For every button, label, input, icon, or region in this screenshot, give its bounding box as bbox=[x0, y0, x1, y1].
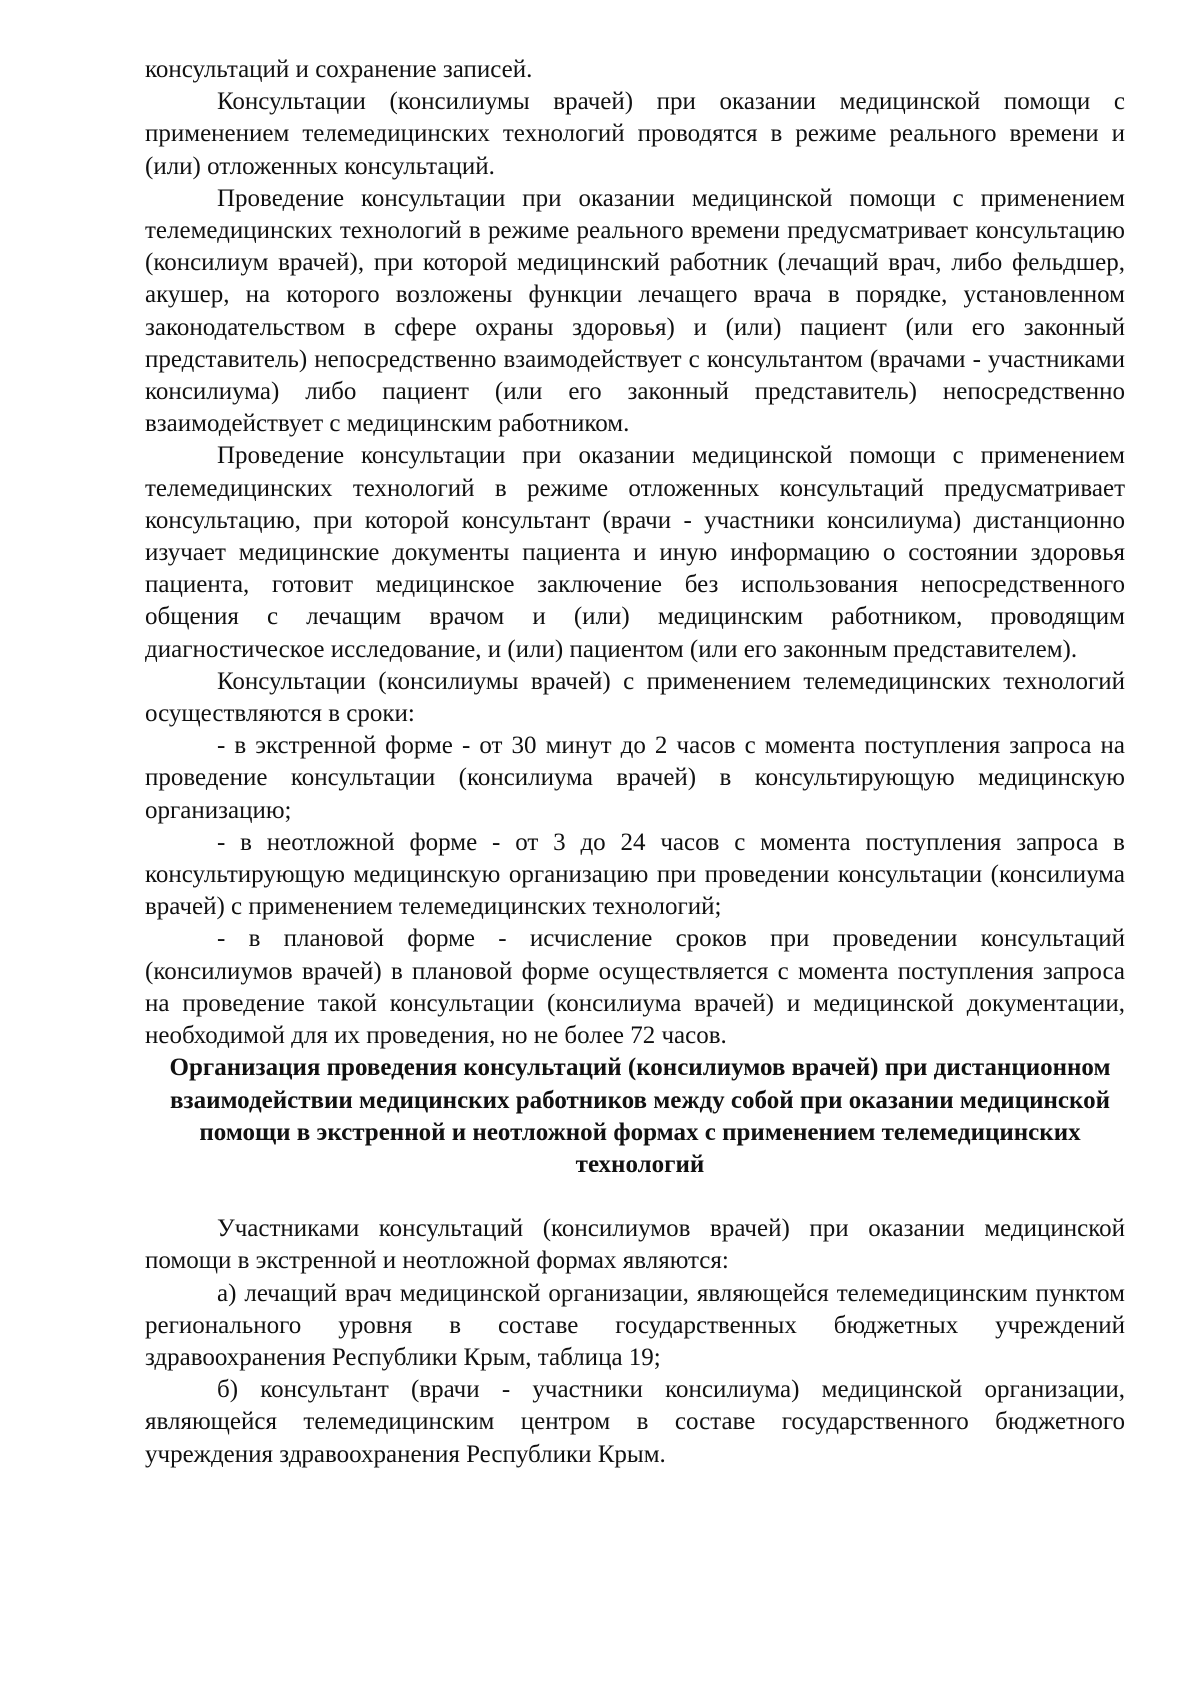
paragraph-participants: Участниками консультаций (консилиумов врачей) при оказании медицинской помощи в экстренной и неотложной формах являются: bbox=[145, 1215, 1125, 1275]
list-item-urgent: - в неотложной форме - от 3 до 24 часов с момента поступления запроса в консультирующую медицинскую организацию при проведении консультации (консилиума врачей) с применением телемедицинских технологий; bbox=[145, 828, 1125, 921]
paragraph-continuation: консультаций и сохранение записей. bbox=[145, 56, 533, 83]
document-page bbox=[145, 54, 1125, 1471]
list-item-planned: - в плановой форме - исчисление сроков при проведении консультаций (консилиумов врачей) в плановой форме осуществляется с момента поступления запроса на проведение такой консультации (консилиума врачей) и медицинской документации, необходимой для их проведения, но не более 72 часов. bbox=[145, 925, 1125, 1050]
paragraph-deferred: Проведение консультации при оказании медицинской помощи с применением телемедицинских технологий в режиме отложенных консультаций предусматривает консультацию, при которой консультант (врачи - участники консилиума) дистанционно изучает медицинские документы пациента и иную информацию о состоянии здоровья пациента, готовит медицинское заключение без использования непосредственного общения с лечащим врачом и (или) медицинским работником, проводящим диагностическое исследование, и (или) пациентом (или его законным представителем). bbox=[145, 442, 1125, 663]
paragraph-consultation-modes: Консультации (консилиумы врачей) при оказании медицинской помощи с применением телемедицинских технологий проводятся в режиме реального времени и (или) отложенных консультаций. bbox=[145, 88, 1125, 180]
paragraph-deadlines-intro: Консультации (консилиумы врачей) с применением телемедицинских технологий осуществляются в сроки: bbox=[145, 667, 1125, 728]
list-item-b: б) консультант (врачи - участники консилиума) медицинской организации, являющейся телемедицинским центром в составе государственного бюджетного учреждения здравоохранения Республики Крым. bbox=[145, 1376, 1125, 1468]
list-item-emergency: - в экстренной форме - от 30 минут до 2 часов с момента поступления запроса на проведение консультации (консилиума врачей) в консультирующую медицинскую организацию; bbox=[145, 732, 1125, 824]
list-item-a: а) лечащий врач медицинской организации, являющейся телемедицинским пунктом регионального уровня в составе государственных бюджетных учреждений здравоохранения Республики Крым, таблица 19; bbox=[145, 1279, 1125, 1371]
section-heading: Организация проведения консультаций (консилиумов врачей) при дистанционном взаимодействии медицинских работников между собой при оказании медицинской помощи в экстренной и неотложной формах с применением телемедицинских технологий bbox=[169, 1054, 1111, 1178]
spacer bbox=[145, 1181, 1125, 1213]
paragraph-real-time: Проведение консультации при оказании медицинской помощи с применением телемедицинских технологий в режиме реального времени предусматривает консультацию (консилиум врачей), при которой медицинский работник (лечащий врач, либо фельдшер, акушер, на которого возложены функции лечащего врача в порядке, установленном законодательством в сфере охраны здоровья) и (или) пациент (или его законный представитель) непосредственно взаимодействует с консультантом (врачами - участниками консилиума) либо пациент (или его законный представитель) непосредственно взаимодействует с медицинским работником. bbox=[145, 184, 1125, 438]
